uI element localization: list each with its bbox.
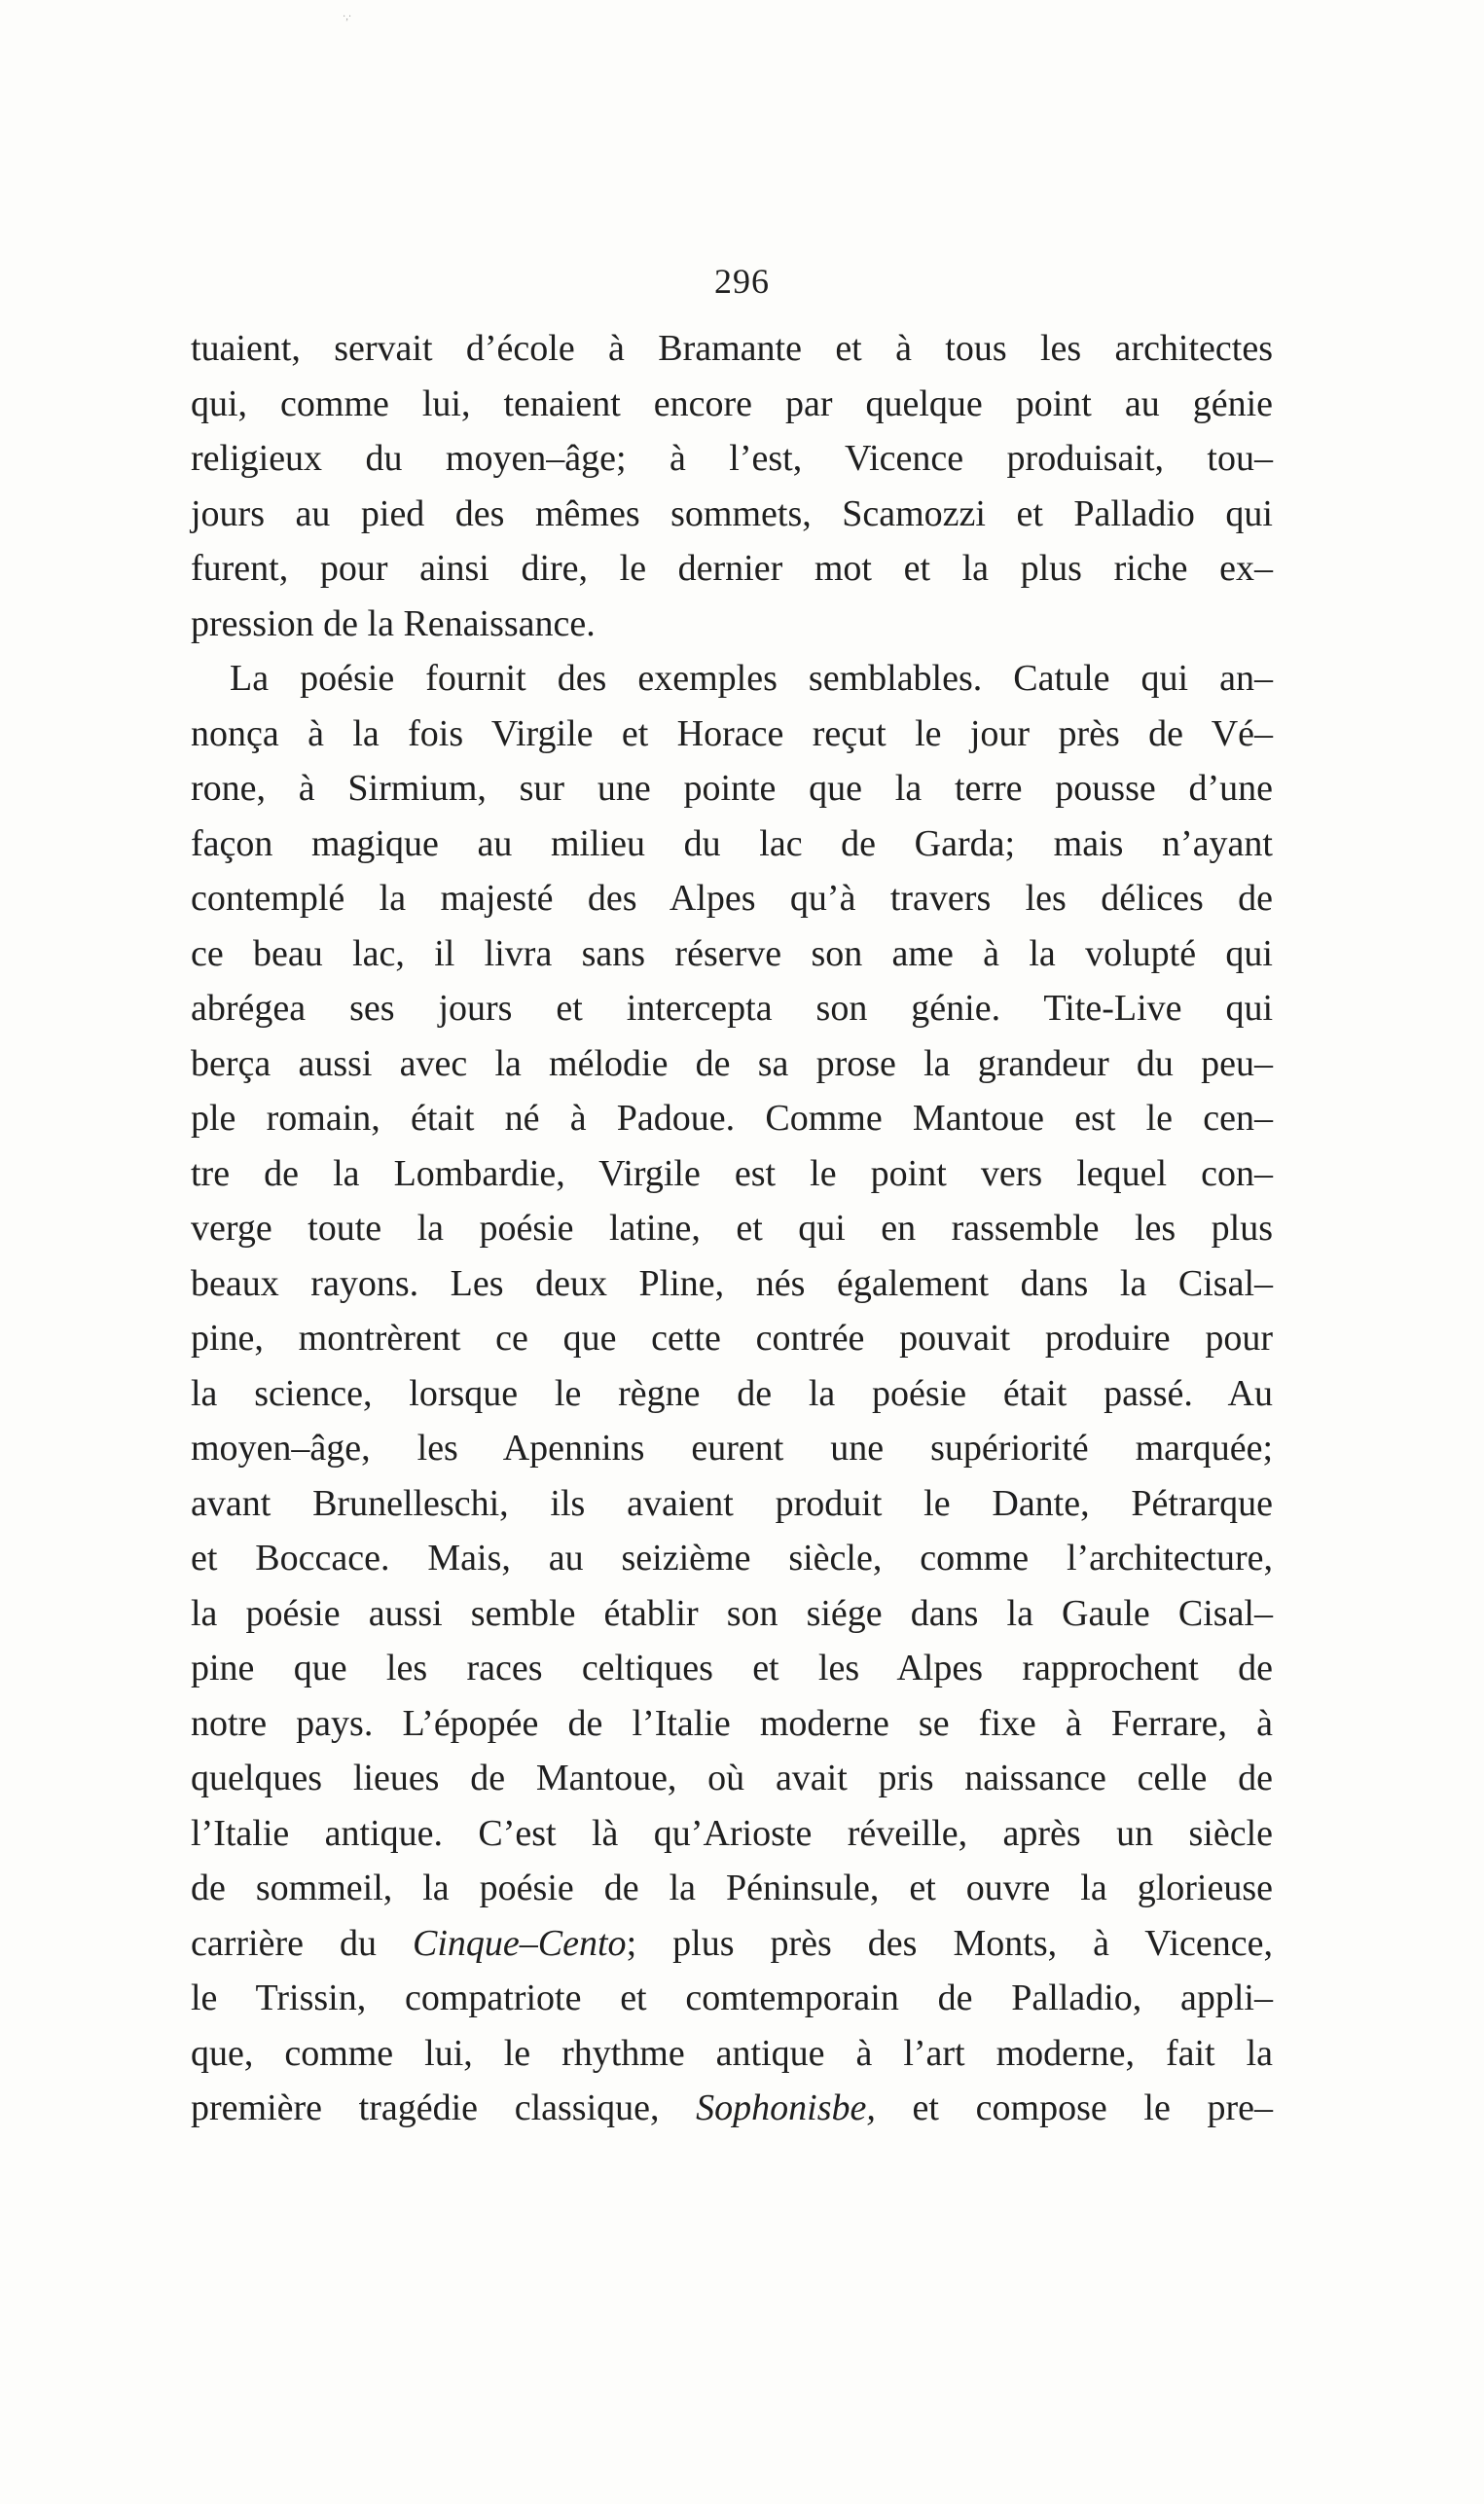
text-line: façon magique au milieu du lac de Garda; mais n’ayant (191, 822, 1273, 864)
text-line: abrégea ses jours et intercepta son génie. Tite-Live qui (191, 988, 1273, 1029)
text-line: verge toute la poésie latine, et qui en rassemble les plus (191, 1208, 1273, 1249)
text-line: pression de la Renaissance. (191, 602, 596, 644)
text-line: pine, montrèrent ce que cette contrée pouvait produire pour (191, 1318, 1273, 1359)
text-line (191, 1916, 1273, 1972)
text-line: berça aussi avec la mélodie de sa prose la grandeur du peu– (191, 1042, 1273, 1084)
text-line: ple romain, était né à Padoue. Comme Mantoue est le cen– (191, 1098, 1273, 1139)
text-line: le Trissin, compatriote et comtemporain de Palladio, appli– (191, 1978, 1273, 2018)
text-line (191, 2081, 1273, 2136)
text-line: la poésie aussi semble établir son siége dans la Gaule Cisal– (191, 1592, 1273, 1634)
text-line: contemplé la majesté des Alpes qu’à travers les délices de (191, 878, 1273, 919)
body-text (191, 321, 1273, 2136)
text-run: et compose le pre– (875, 2087, 1273, 2128)
text-line: jours au pied des mêmes sommets, Scamozzi et Palladio qui (191, 492, 1273, 534)
text-line: rone, à Sirmium, sur une pointe que la terre pousse d’une (191, 768, 1273, 809)
text-line: que, comme lui, le rhythme antique à l’art moderne, fait la (191, 2032, 1273, 2074)
text-line: tuaient, servait d’école à Bramante et à tous les architectes (191, 328, 1273, 369)
italic-title: Cinque–Cento (413, 1922, 627, 1964)
text-line: de sommeil, la poésie de la Péninsule, et ouvre la glorieuse (191, 1868, 1273, 1908)
italic-title: Sophonisbe, (696, 2087, 876, 2128)
text-run: première tragédie classique, (191, 2087, 697, 2128)
text-line: moyen–âge, les Apennins eurent une supériorité marquée; (191, 1428, 1273, 1469)
scan-speck: ·,· (343, 12, 352, 22)
page-number: 296 (714, 262, 770, 301)
text-line: l’Italie antique. C’est là qu’Arioste réveille, après un siècle (191, 1812, 1273, 1854)
text-line: furent, pour ainsi dire, le dernier mot et la plus riche ex– (191, 548, 1273, 589)
text-line: avant Brunelleschi, ils avaient produit le Dante, Pétrarque (191, 1482, 1273, 1524)
text-line: religieux du moyen–âge; à l’est, Vicence produisait, tou– (191, 438, 1273, 479)
text-line: beaux rayons. Les deux Pline, nés également dans la Cisal– (191, 1262, 1273, 1304)
text-line: nonça à la fois Virgile et Horace reçut le jour près de Vé– (191, 712, 1273, 754)
text-line: pine que les races celtiques et les Alpes rapprochent de (191, 1648, 1273, 1688)
text-line: ce beau lac, il livra sans réserve son ame à la volupté qui (191, 932, 1273, 974)
text-run: ; plus près des Monts, à Vicence, (626, 1922, 1273, 1964)
text-line: et Boccace. Mais, au seizième siècle, comme l’architecture, (191, 1538, 1273, 1579)
text-line: notre pays. L’épopée de l’Italie moderne se fixe à Ferrare, à (191, 1702, 1273, 1744)
text-run: carrière du (191, 1922, 414, 1964)
text-line: tre de la Lombardie, Virgile est le point vers lequel con– (191, 1152, 1273, 1194)
text-line: la science, lorsque le règne de la poésie était passé. Au (191, 1372, 1273, 1414)
text-line: quelques lieues de Mantoue, où avait pris naissance celle de (191, 1758, 1273, 1798)
paragraph-start-line: La poésie fournit des exemples semblables. Catule qui an– (230, 658, 1273, 699)
text-line: qui, comme lui, tenaient encore par quelque point au génie (191, 382, 1273, 424)
